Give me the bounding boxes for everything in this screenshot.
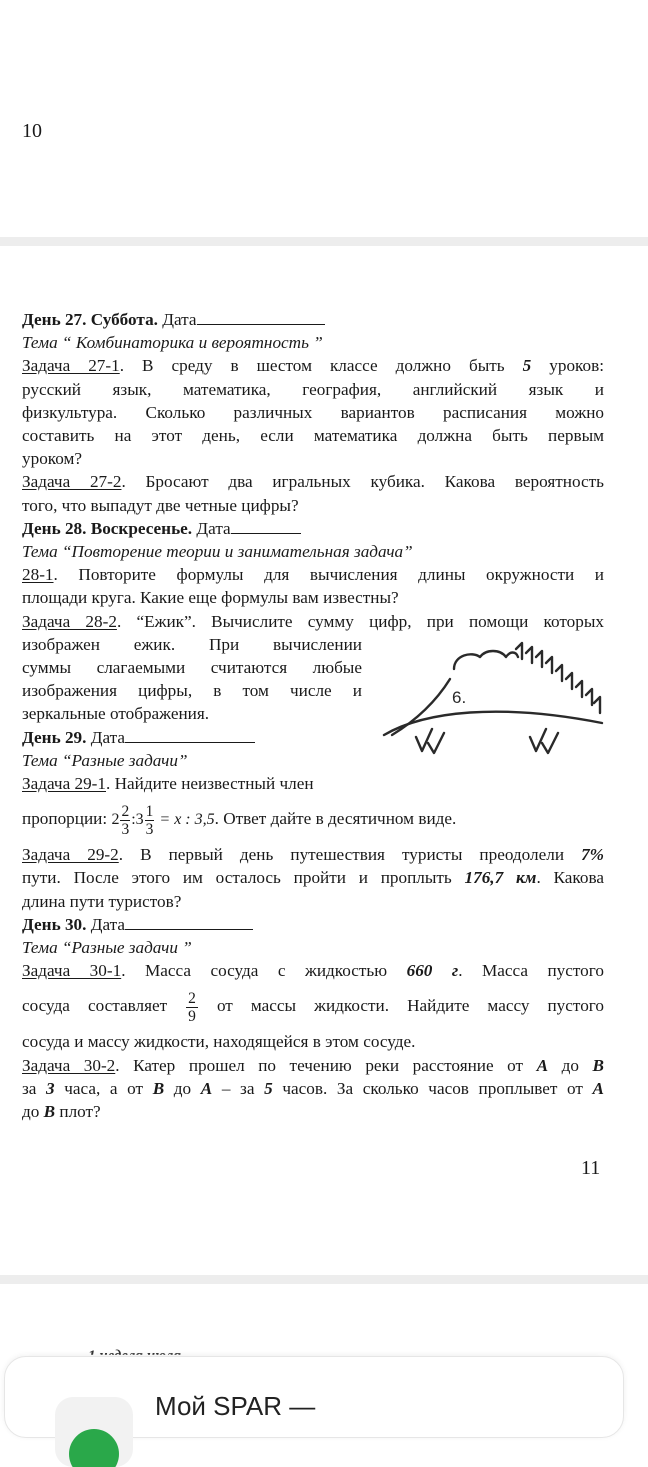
task28-2-line2: изображен ежик. При вычислении xyxy=(22,634,362,654)
task30-2-line2: за 3 часа, а от B до A – за 5 часов. За сколько часов проплывет от A xyxy=(22,1078,604,1098)
day27-theme: Тема “ Комбинаторика и вероятность ” xyxy=(22,333,323,353)
day28-title: День 28. Воскресенье. xyxy=(22,518,193,538)
day30-header xyxy=(22,913,604,936)
task30-2-label: Задача 30-2 xyxy=(22,1055,116,1075)
hedgehog-eye-label: 6. xyxy=(452,688,467,707)
task30-2-line1: Задача 30-2. Катер прошел по течению реки расстояние от A до B xyxy=(22,1055,604,1075)
app-banner[interactable] xyxy=(4,1356,624,1438)
task28-2-line5: зеркальные отображения. xyxy=(22,704,210,724)
task29-1-line2: пропорции: 2 $\frac{2}{3}$ :3 $\frac{1}{3}$ = x : 3,5. Ответ дайте в десятичном виде. xyxy=(22,803,457,839)
task28-1-line2: площади круга. Какие еще формулы вам известны? xyxy=(22,588,399,608)
page-number-bottom: 11 xyxy=(581,1157,601,1179)
task28-2-label: Задача 28-2 xyxy=(22,611,117,631)
task27-1-line2: русский язык, математика, география, английский язык и xyxy=(22,379,604,399)
day30-date-blank xyxy=(125,914,253,930)
day30-title: День 30. xyxy=(22,914,87,934)
task27-2-line2: того, что выпадут две четные цифры? xyxy=(22,495,299,515)
page-gap xyxy=(0,237,648,246)
task29-2-line2: пути. После этого им осталось пройти и проплыть 176,7 км. Какова xyxy=(22,868,604,888)
day27-date-label: Дата xyxy=(162,310,197,329)
page-gap-2 xyxy=(0,1275,648,1284)
task28-2-line1: Задача 28-2. “Ежик”. Вычислите сумму цифр, при помощи которых xyxy=(22,611,605,631)
task29-1-label: Задача 29-1 xyxy=(22,774,106,794)
fraction-2-3: $\frac{2}{3}$ xyxy=(121,803,130,839)
day29-title: День 29. xyxy=(22,727,87,747)
fraction-1-3: $\frac{1}{3}$ xyxy=(145,803,154,839)
day28-date-label: Дата xyxy=(196,518,231,538)
task28-1-line1: 28-1. Повторите формулы для вычисления длины окружности и xyxy=(22,565,604,585)
task30-1-line2: сосуда составляет $\frac{2}{9}$ от массы жидкости. Найдите массу пустого xyxy=(22,990,604,1026)
spar-app-icon xyxy=(55,1397,133,1467)
task29-1-line1: Задача 29-1. Найдите неизвестный член xyxy=(22,774,314,794)
task29-2-line1: Задача 29-2. В первый день путешествия туристы преодолели 7% xyxy=(22,845,604,865)
task30-2-line3: до B плот? xyxy=(22,1102,101,1122)
page-number-top: 10 xyxy=(22,120,42,142)
app-banner-text: Мой SPAR — xyxy=(155,1391,316,1421)
task27-1-line4: составить на этот день, если математика должна быть первым xyxy=(22,426,604,446)
task30-1-line3: сосуда и массу жидкости, находящейся в этом сосуде. xyxy=(22,1032,416,1052)
task27-1-label: Задача 27-1 xyxy=(22,356,120,376)
day28-theme: Тема “Повторение теории и занимательная задача” xyxy=(22,542,413,562)
task29-2-line3: длина пути туристов? xyxy=(22,891,182,911)
day29-theme: Тема “Разные задачи” xyxy=(22,750,188,770)
task27-2-label: Задача 27-2 xyxy=(22,472,122,492)
task28-2-line3: суммы слагаемыми считаются любые xyxy=(22,658,362,678)
task28-2-line4: изображения цифры, в том числе и xyxy=(22,681,362,701)
task27-1-line3: физкультура. Сколько различных вариантов расписания можно xyxy=(22,402,604,422)
task28-1-label: 28-1 xyxy=(22,565,54,585)
day27-header xyxy=(22,308,604,331)
day29-date-label: Дата xyxy=(90,727,125,747)
proportion-equation: 2 $\frac{2}{3}$ :3 $\frac{1}{3}$ = x : 3,5 xyxy=(111,803,215,839)
task27-1-line1: Задача 27-1. В среду в шестом классе должно быть 5 уроков: xyxy=(22,356,605,376)
task27-1-line5: уроком? xyxy=(22,449,83,469)
task30-1-label: Задача 30-1 xyxy=(22,961,122,981)
day29-date-blank xyxy=(125,727,255,743)
hedgehog-illustration xyxy=(380,631,605,771)
task29-2-label: Задача 29-2 xyxy=(22,845,119,865)
day27-title: День 27. Суббота. xyxy=(22,310,158,329)
fraction-2-9: $\frac{2}{9}$ xyxy=(188,990,196,1026)
day30-date-label: Дата xyxy=(90,914,125,934)
task30-1-line1: Задача 30-1. Масса сосуда с жидкостью 660 г. Масса пустого xyxy=(22,961,604,981)
day27-date-blank xyxy=(197,309,325,325)
day28-header xyxy=(22,517,604,540)
day28-date-blank xyxy=(231,518,301,534)
task27-2-line1: Задача 27-2. Бросают два игральных кубика. Какова вероятность xyxy=(22,472,604,492)
day30-theme: Тема “Разные задачи ” xyxy=(22,938,192,958)
